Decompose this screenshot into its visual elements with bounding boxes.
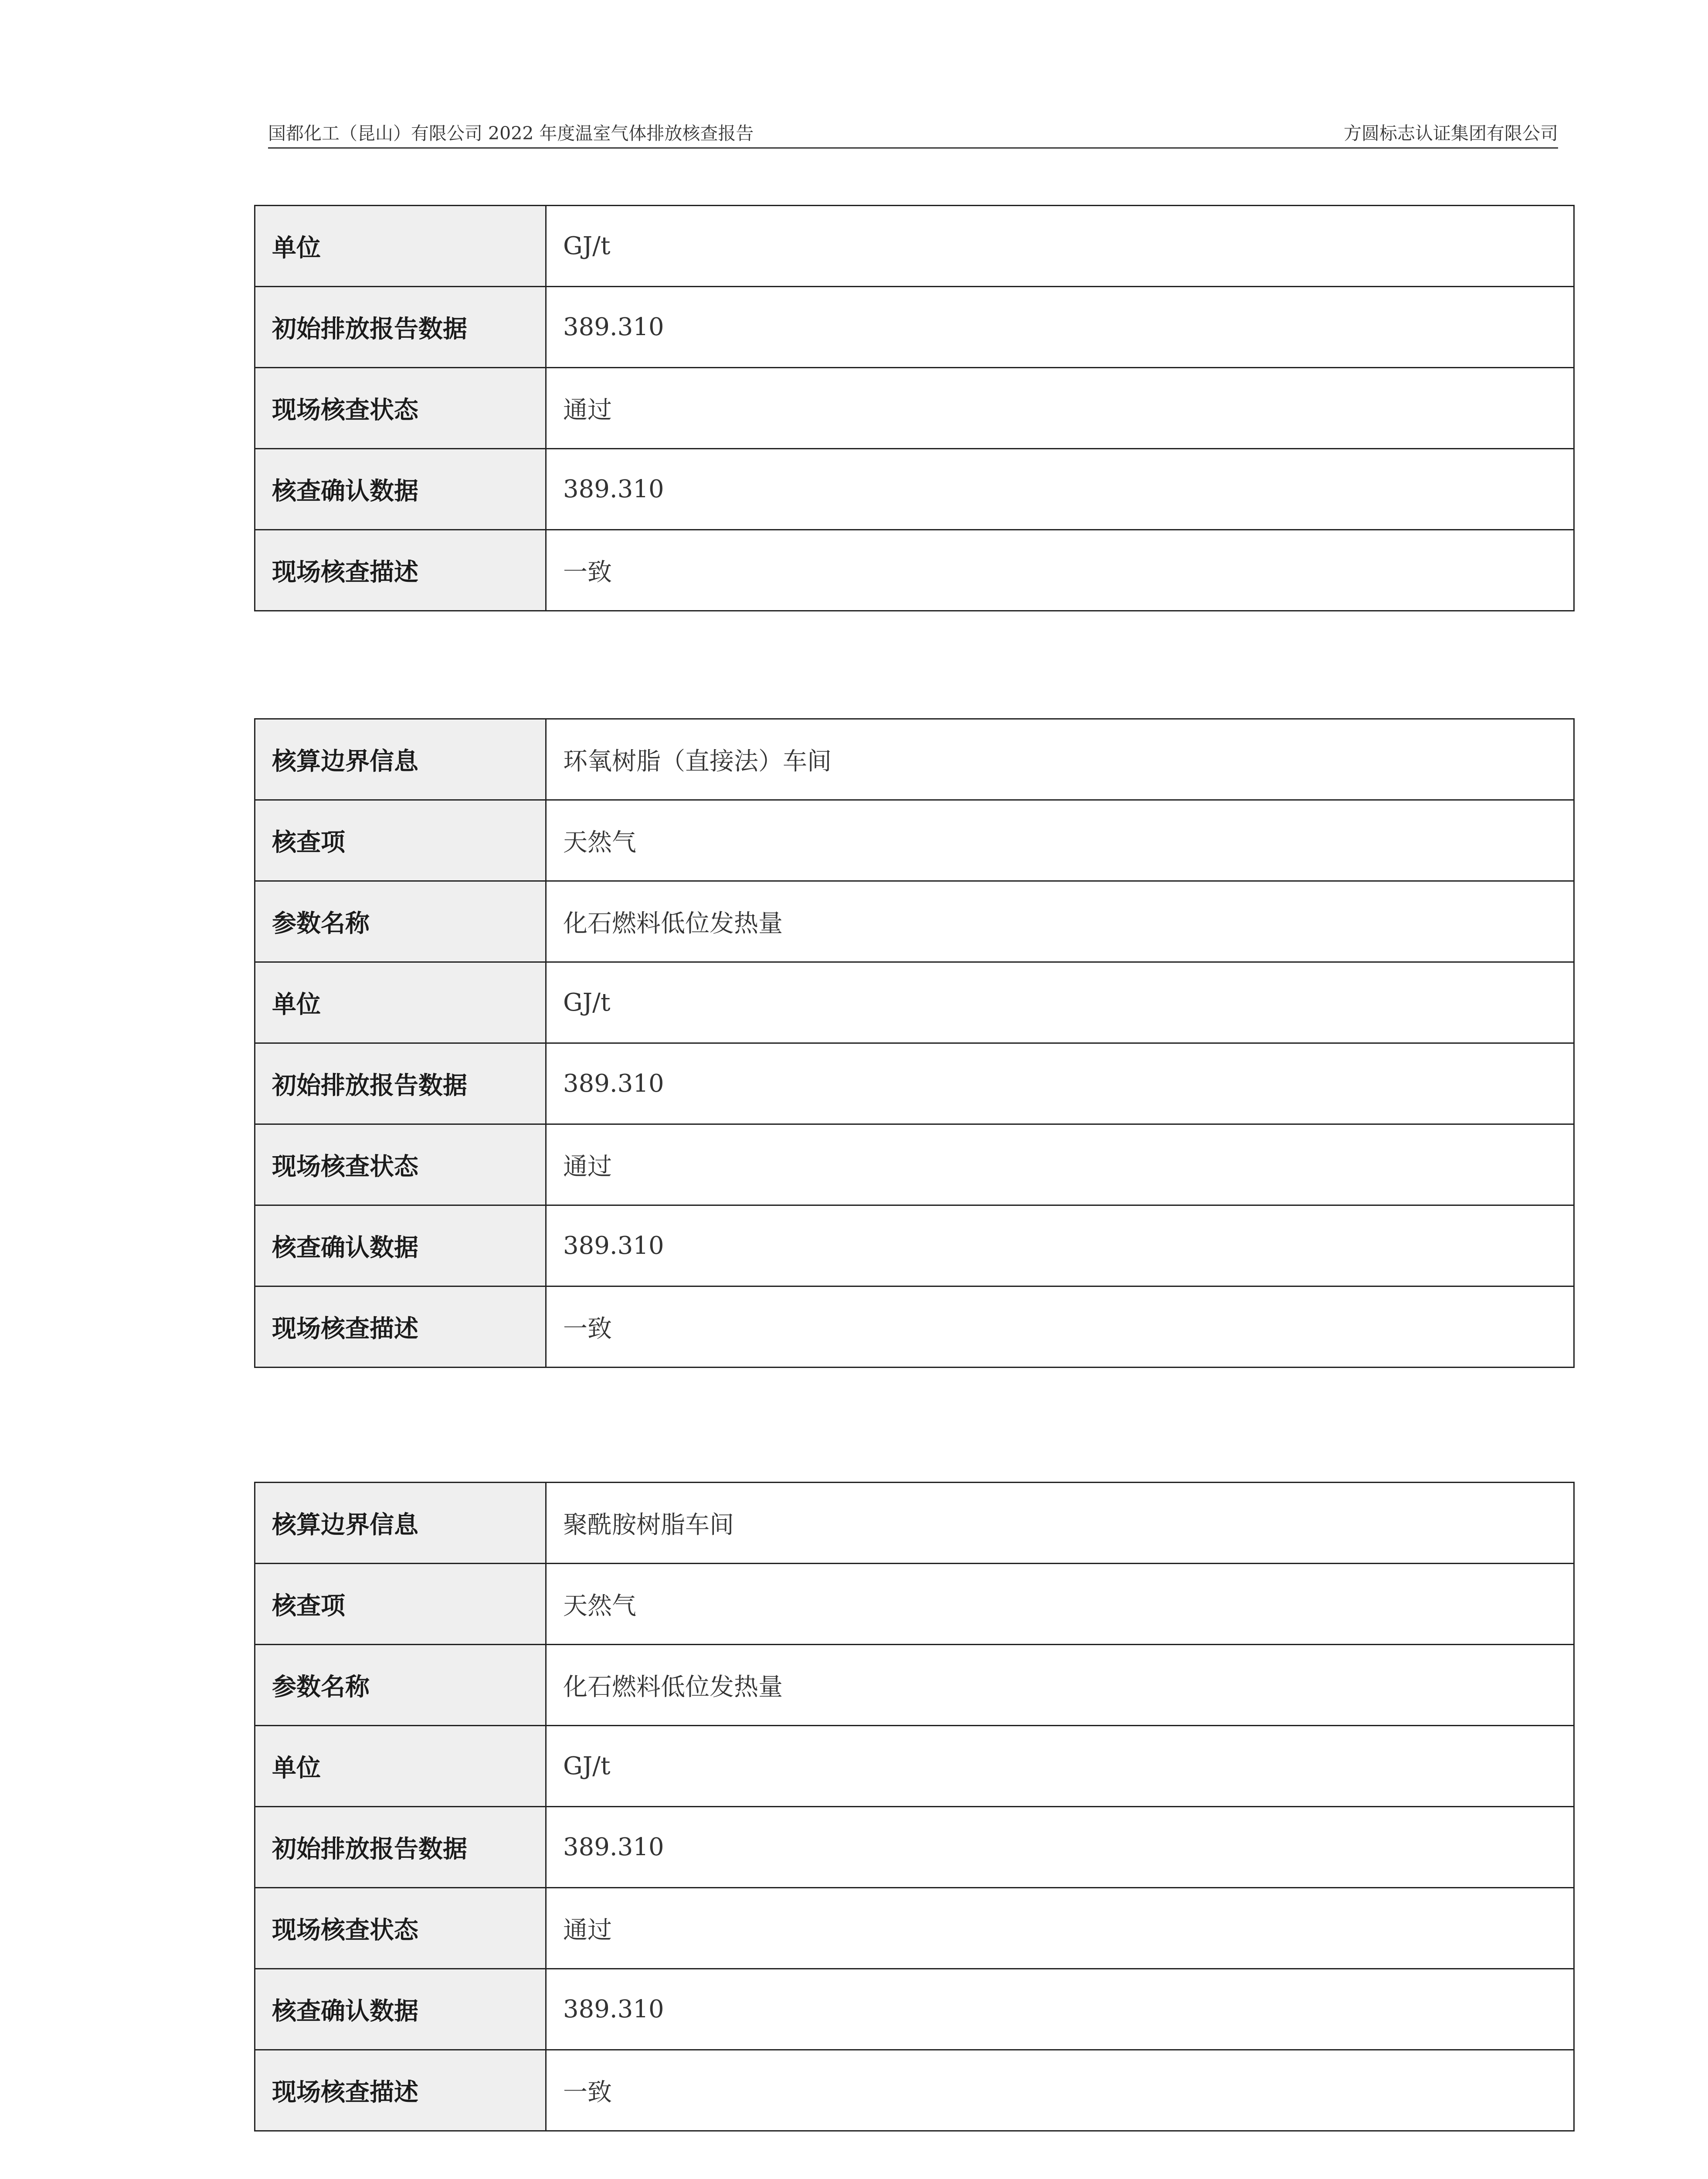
row-value: 通过 [546,1124,1574,1205]
table-row [255,719,1574,800]
row-label: 单位 [255,206,546,287]
row-label: 现场核查状态 [255,1124,546,1205]
row-value: 389.310 [546,1043,1574,1124]
row-label: 参数名称 [255,1645,546,1726]
row-value: 聚酰胺树脂车间 [546,1483,1574,1564]
table-row [255,1564,1574,1645]
table-row [255,1726,1574,1807]
table-row [255,800,1574,881]
row-label: 核算边界信息 [255,1483,546,1564]
table-row [255,881,1574,962]
row-value: 389.310 [546,1205,1574,1286]
company-name: 方圆标志认证集团有限公司 [1344,123,1558,144]
row-label: 单位 [255,1726,546,1807]
table-row [255,962,1574,1043]
row-label: 初始排放报告数据 [255,287,546,368]
row-label: 现场核查描述 [255,1286,546,1368]
row-value: 通过 [546,368,1574,449]
row-value: 天然气 [546,800,1574,881]
report-title: 国都化工（昆山）有限公司 2022 年度温室气体排放核查报告 [268,123,754,144]
table-row [255,1888,1574,1969]
row-label: 初始排放报告数据 [255,1043,546,1124]
row-value: GJ/t [546,206,1574,287]
table-row [255,206,1574,287]
row-label: 参数名称 [255,881,546,962]
table-row [255,1645,1574,1726]
verification-table-1 [254,205,1575,611]
row-label: 核查确认数据 [255,1969,546,2050]
row-value: 化石燃料低位发热量 [546,1645,1574,1726]
row-value: 天然气 [546,1564,1574,1645]
table-row [255,287,1574,368]
row-value: 一致 [546,2050,1574,2131]
table-row [255,368,1574,449]
row-label: 初始排放报告数据 [255,1807,546,1888]
row-value: 389.310 [546,1807,1574,1888]
row-label: 核查项 [255,800,546,881]
table-row [255,449,1574,530]
row-value: 环氧树脂（直接法）车间 [546,719,1574,800]
table-row [255,1483,1574,1564]
verification-table-3 [254,1482,1575,2131]
table-row [255,1205,1574,1286]
table-row [255,1124,1574,1205]
table-row [255,1807,1574,1888]
table-row [255,1969,1574,2050]
row-value: 389.310 [546,287,1574,368]
table-row [255,2050,1574,2131]
table-row [255,530,1574,611]
row-value: 化石燃料低位发热量 [546,881,1574,962]
row-label: 核查确认数据 [255,1205,546,1286]
table-row [255,1286,1574,1368]
row-value: GJ/t [546,962,1574,1043]
row-label: 现场核查描述 [255,530,546,611]
page-header [268,121,1558,149]
row-label: 现场核查状态 [255,368,546,449]
row-value: 一致 [546,530,1574,611]
row-value: 通过 [546,1888,1574,1969]
row-label: 核查项 [255,1564,546,1645]
row-label: 现场核查描述 [255,2050,546,2131]
row-label: 核查确认数据 [255,449,546,530]
row-label: 现场核查状态 [255,1888,546,1969]
row-value: GJ/t [546,1726,1574,1807]
row-label: 核算边界信息 [255,719,546,800]
row-value: 389.310 [546,449,1574,530]
verification-table-2 [254,718,1575,1368]
table-row [255,1043,1574,1124]
row-value: 一致 [546,1286,1574,1368]
row-label: 单位 [255,962,546,1043]
row-value: 389.310 [546,1969,1574,2050]
